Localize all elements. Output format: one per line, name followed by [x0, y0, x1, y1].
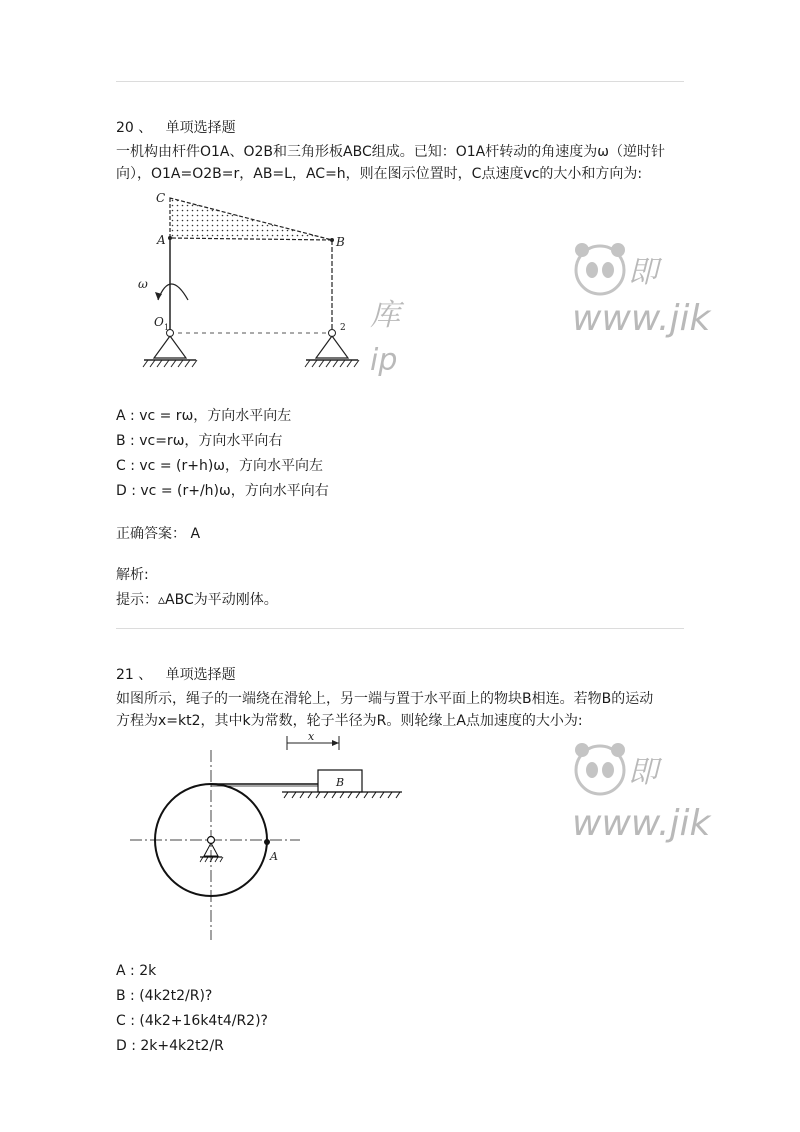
triangle-plate-abc: [170, 198, 332, 240]
q21-stem-line1: 如图所示，绳子的一端绕在滑轮上，另一端与置于水平面上的物块B相连。若物B的运动: [116, 691, 654, 707]
q20-answer: 正确答案： A: [116, 526, 201, 542]
pulley-axle: [208, 837, 215, 844]
label-o2-sub: 2: [340, 323, 346, 333]
q20-stem-line2: 向），O1A=O2B=r，AB=L，AC=h，则在图示位置时，C点速度vc的大小和方向为:: [116, 166, 643, 182]
ground-hatch-o2: [305, 360, 359, 367]
dim-x-arrowhead: [332, 740, 339, 746]
q21-number: 21 、: [116, 667, 153, 683]
label-o1-sub: 1: [164, 323, 170, 332]
label-b: B: [336, 235, 345, 249]
support-o1: [154, 336, 186, 358]
q21-type: 单项选择题: [165, 667, 236, 683]
label-o1: O: [154, 315, 164, 329]
support-o2: [316, 336, 348, 358]
q21-header: [116, 665, 236, 685]
q20-analysis: 提示：▵ABC为平动刚体。: [116, 592, 278, 608]
q20-mechanism-figure: [140, 188, 380, 388]
joint-b: [330, 238, 334, 242]
omega-arc: [158, 284, 188, 300]
divider-middle: [116, 628, 684, 629]
watermark-cn: 即: [628, 255, 658, 290]
q20-number: 20 、: [116, 120, 153, 136]
panda-logo-icon-2: [575, 743, 625, 794]
q20-option-c: C : vc = (r+h)ω，方向水平向左: [116, 458, 324, 474]
label-x: x: [308, 730, 315, 743]
q21-option-d: D : 2k+4k2t2/R: [116, 1038, 224, 1054]
q21-option-b: B : (4k2t2/R)?: [116, 988, 213, 1004]
q20-option-a: A : vc = rω，方向水平向左: [116, 408, 292, 424]
q20-type: 单项选择题: [165, 120, 236, 136]
q20-option-b: B : vc=rω，方向水平向右: [116, 433, 283, 449]
watermark-1: [360, 230, 711, 390]
q21-option-a: A : 2k: [116, 963, 157, 979]
q20-header: [116, 118, 236, 138]
watermark-ku: 库: [370, 298, 400, 333]
watermark-2: [560, 725, 711, 855]
watermark-cn-2: 即: [628, 755, 658, 790]
divider-top: [116, 81, 684, 82]
watermark-ip: ip: [370, 343, 398, 378]
ground-hatch-o1: [143, 360, 197, 367]
panda-logo-icon: [575, 243, 625, 294]
label-omega: ω: [138, 277, 148, 291]
label-point-a: A: [270, 850, 278, 863]
joint-a: [168, 236, 172, 240]
watermark-url: www.jik: [572, 298, 711, 339]
q21-stem-line2: 方程为x=kt2，其中k为常数，轮子半径为R。则轮缘上A点加速度的大小为:: [116, 713, 583, 729]
ground-hatch: [284, 792, 400, 798]
label-c: C: [156, 191, 166, 205]
label-block-b: B: [336, 776, 345, 789]
q21-option-c: C : (4k2+16k4t4/R2)?: [116, 1013, 268, 1029]
label-a: A: [157, 233, 166, 247]
point-a: [264, 839, 270, 845]
q21-pulley-figure: [130, 730, 420, 945]
q20-option-d: D : vc = (r+/h)ω，方向水平向右: [116, 483, 329, 499]
pivot-o2: [329, 330, 336, 337]
watermark-url-2: www.jik: [572, 803, 711, 844]
q20-analysis-label: 解析:: [116, 567, 149, 583]
q20-stem-line1: 一机构由杆件O1A、O2B和三角形板ABC组成。已知：O1A杆转动的角速度为ω（逆时针: [116, 144, 665, 160]
